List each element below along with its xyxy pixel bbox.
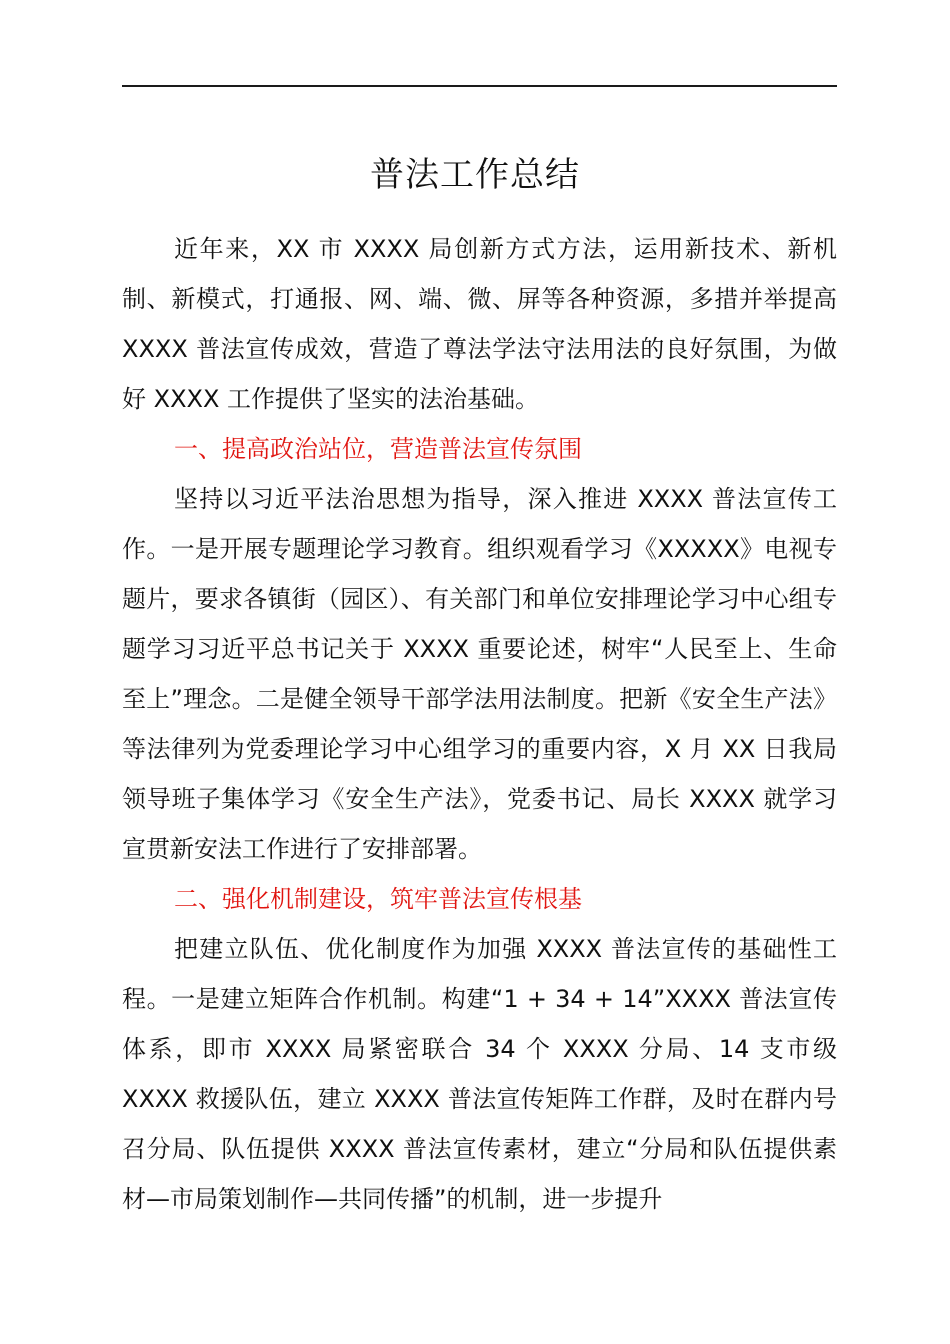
header-rule: [122, 85, 837, 87]
section-heading-1: 一、提高政治站位，营造普法宣传氛围: [174, 435, 582, 463]
section-paragraph-2: 把建立队伍、优化制度作为加强 XXXX 普法宣传的基础性工程。一是建立矩阵合作机制。构建“1 + 34 + 14”XXXX 普法宣传体系，即市 XXXX 局紧密联合 34 个 XXXX 分局、14 支市级 XXXX 救援队伍，建立 XXXX 普法宣传矩阵工作群，及时在群内号召分局、队伍提供 XXXX 普法宣传素材，建立“分局和队伍提供素材—市局策划制作—共同传播”的机制，进一步提升: [122, 935, 837, 1213]
document-body: [122, 224, 837, 1224]
section-paragraph-1: 坚持以习近平法治思想为指导，深入推进 XXXX 普法宣传工作。一是开展专题理论学习教育。组织观看学习《XXXXX》电视专题片，要求各镇街（园区）、有关部门和单位安排理论学习中心组专题学习习近平总书记关于 XXXX 重要论述，树牢“人民至上、生命至上”理念。二是健全领导干部学法用法制度。把新《安全生产法》等法律列为党委理论学习中心组学习的重要内容，X 月 XX 日我局领导班子集体学习《安全生产法》，党委书记、局长 XXXX 就学习宣贯新安法工作进行了安排部署。: [122, 485, 837, 863]
section-heading-2: 二、强化机制建设，筑牢普法宣传根基: [174, 885, 582, 913]
intro-paragraph: 近年来，XX 市 XXXX 局创新方式方法，运用新技术、新机制、新模式，打通报、网、端、微、屏等各种资源，多措并举提高 XXXX 普法宣传成效，营造了尊法学法守法用法的良好氛围，为做好 XXXX 工作提供了坚实的法治基础。: [122, 235, 837, 413]
document-title: 普法工作总结: [370, 155, 580, 195]
